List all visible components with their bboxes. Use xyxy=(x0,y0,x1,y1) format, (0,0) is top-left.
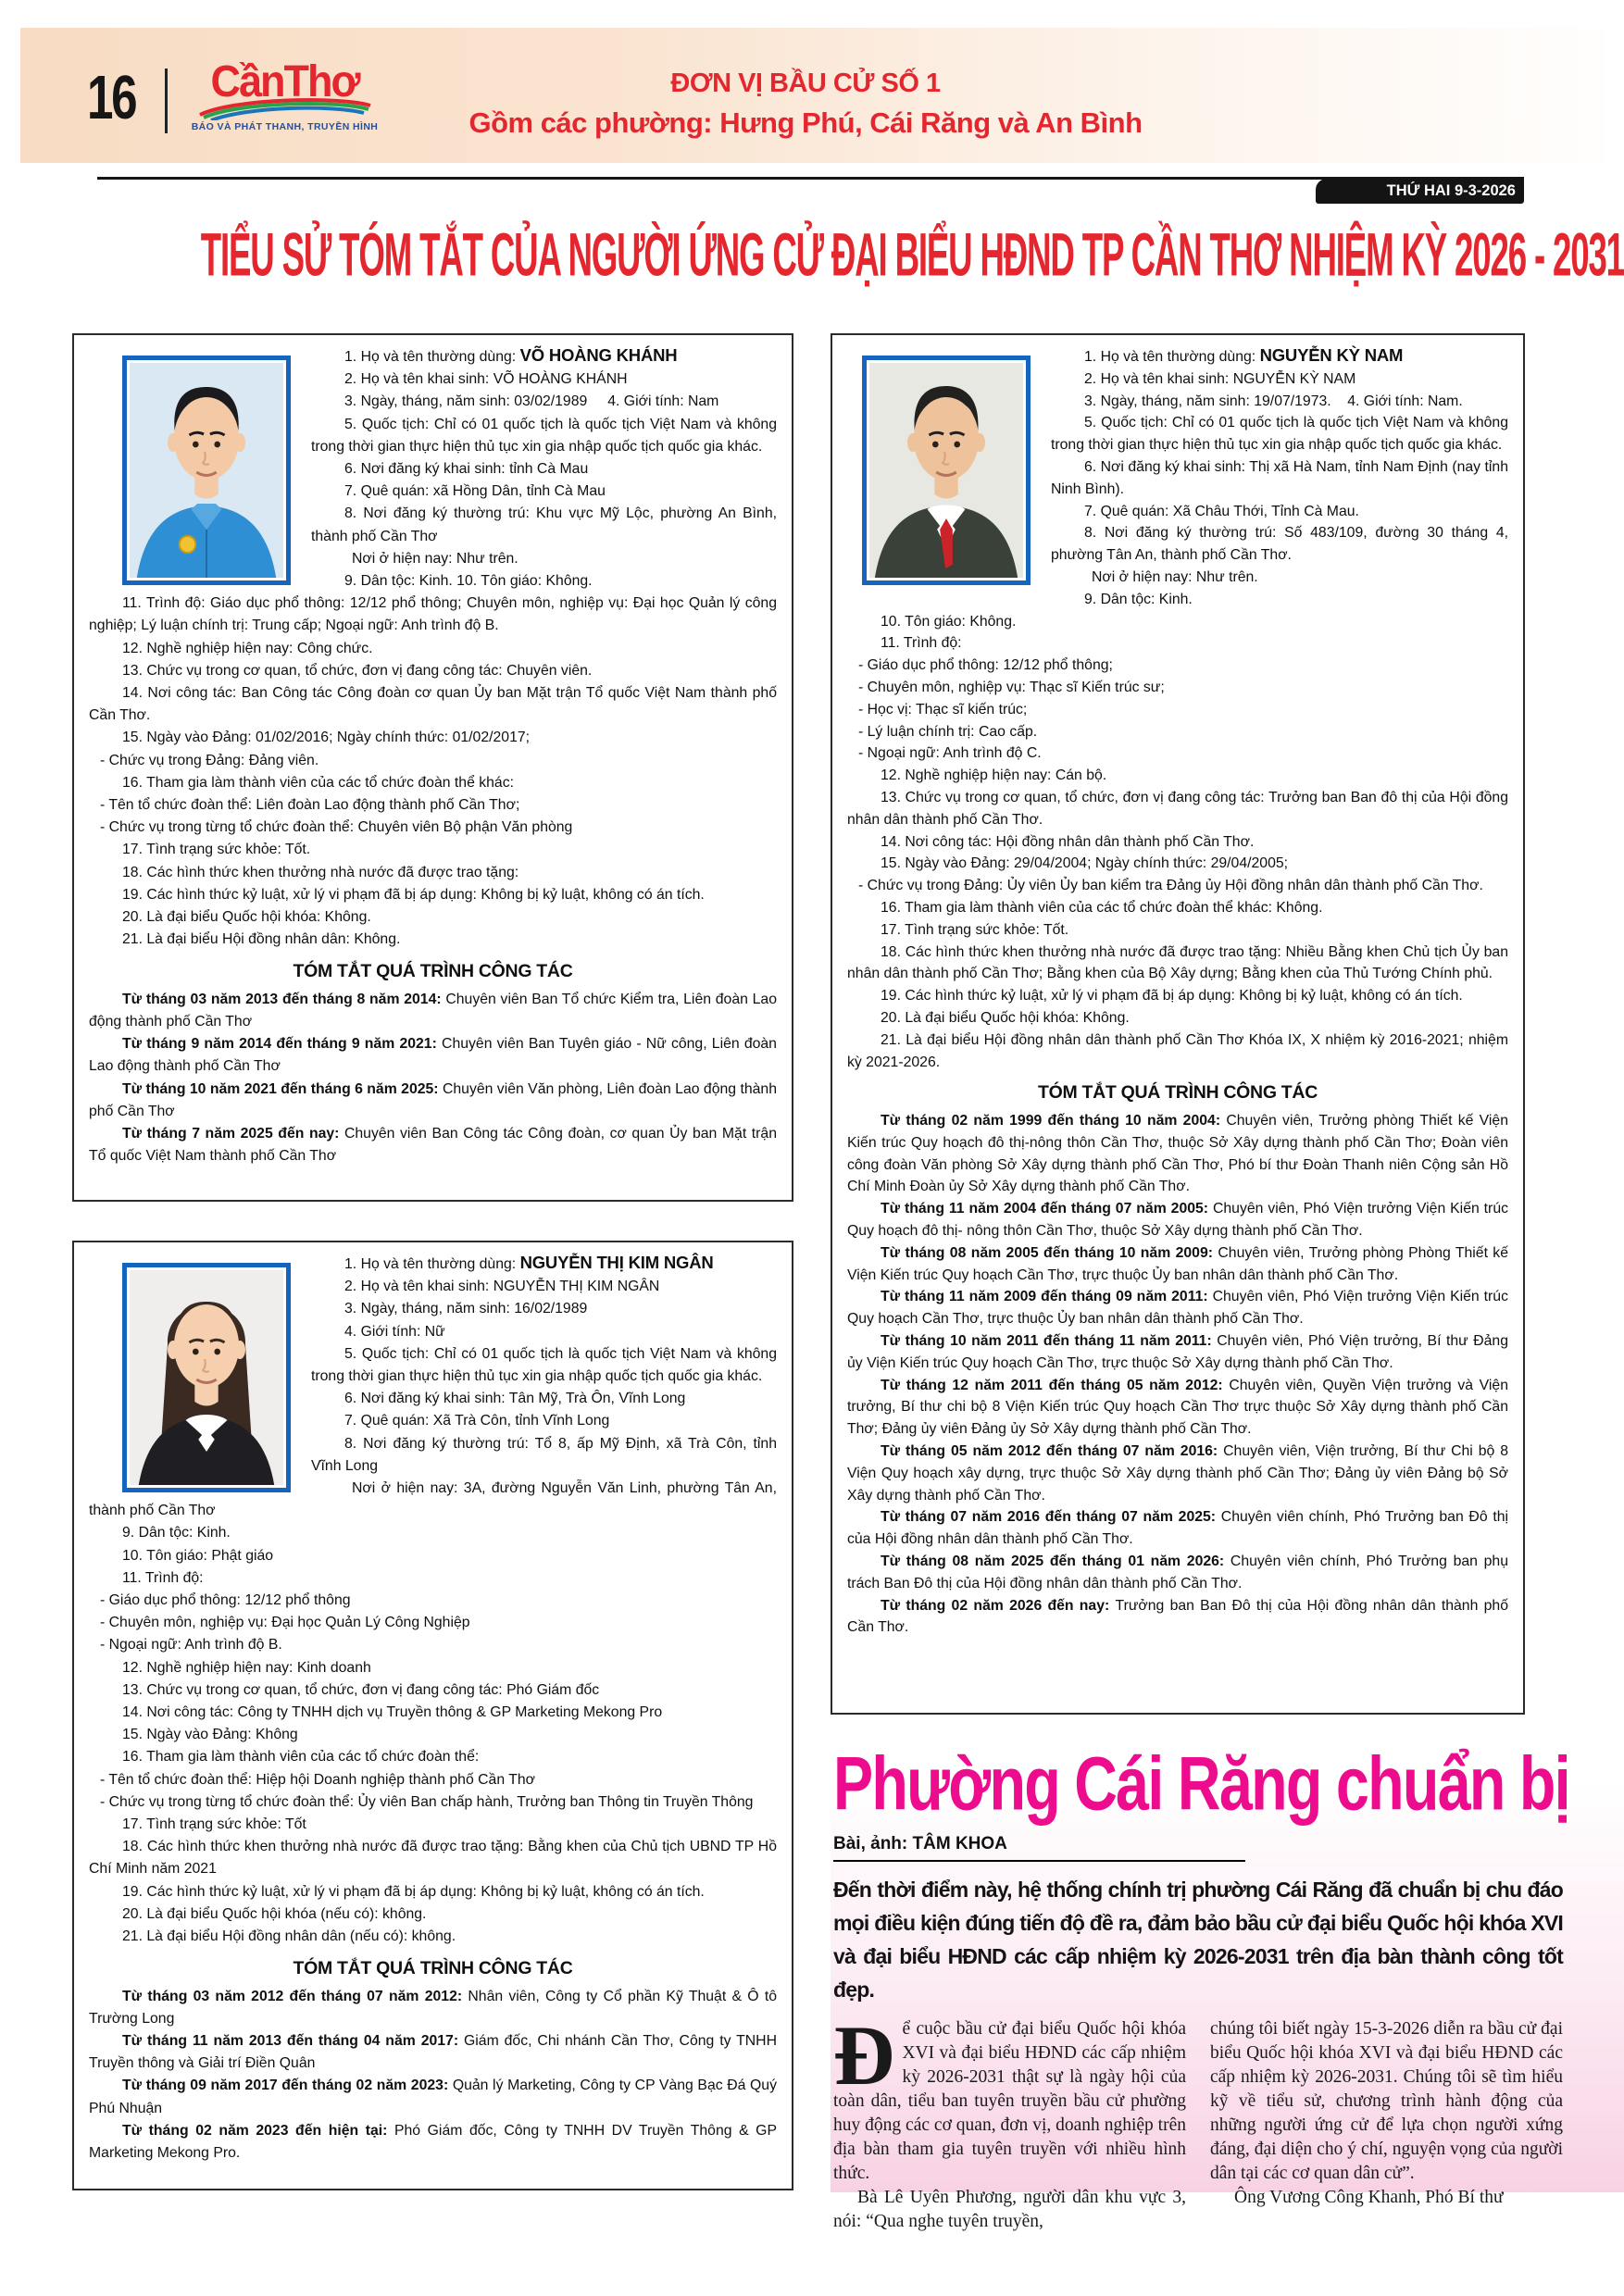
bio-line: 6. Nơi đăng ký khai sinh: tỉnh Cà Mau xyxy=(344,461,589,478)
candidate-photo xyxy=(862,356,1031,585)
career-entry: Từ tháng 11 năm 2013 đến tháng 04 năm 2017: Giám đốc, Chi nhánh Cần Thơ, Công ty TNHH Truyền thông và Giải trí Điền Quân xyxy=(89,2032,777,2072)
article-paragraph: Để cuộc bầu cử đại biểu Quốc hội khóa XVI và đại biểu HĐND các cấp nhiệm kỳ 2026-2031 thật sự là ngày hội của toàn dân, tiểu ban tuyên truyền bầu cử phường huy động các cơ quan, đơn vị, doanh nghiệp trên địa bàn tham gia tuyên truyền với nhiều hình thức. xyxy=(833,2008,1186,2183)
election-unit-header xyxy=(352,69,1259,140)
bio-line: - Giáo dục phổ thông: 12/12 phổ thông xyxy=(100,1592,351,1609)
bio-line: 7. Quê quán: xã Hồng Dân, tỉnh Cà Mau xyxy=(344,483,606,500)
career-entry: Từ tháng 02 năm 2023 đến hiện tại: Phó Giám đốc, Công ty TNHH DV Truyền Thông & GP Marketing Mekong Pro. xyxy=(89,2122,777,2161)
bio-line: 8. Nơi đăng ký thường trú: Tổ 8, ấp Mỹ Định, xã Trà Côn, tỉnh Vĩnh Long xyxy=(311,1435,777,1474)
election-unit-line1: ĐƠN VỊ BẦU CỬ SỐ 1 xyxy=(670,69,941,98)
bio-line: 16. Tham gia làm thành viên của các tổ chức đoàn thể: xyxy=(122,1749,480,1766)
bio-line: 17. Tình trạng sức khỏe: Tốt xyxy=(122,1816,306,1833)
bio-line: - Tên tổ chức đoàn thể: Liên đoàn Lao động thành phố Cần Thơ; xyxy=(100,797,520,814)
career-entry: Từ tháng 10 năm 2011 đến tháng 11 năm 2011: Chuyên viên, Phó Viện trưởng, Bí thư Đảng ủy Viện Kiến trúc Quy hoạch Cần Thơ, trực thuộc Sở Xây dựng thành phố Cần Thơ. xyxy=(847,1333,1508,1371)
bio-line: Nơi ở hiện nay: 3A, đường Nguyễn Văn Linh, phường Tân An, thành phố Cần Thơ xyxy=(89,1480,777,1519)
bio-line: 14. Nơi công tác: Hội đồng nhân dân thành phố Cần Thơ. xyxy=(881,833,1255,850)
career-summary-title: TÓM TẮT QUÁ TRÌNH CÔNG TÁC xyxy=(293,1958,573,1979)
candidate-bio xyxy=(89,344,777,1167)
bio-line: 7. Quê quán: Xã Châu Thới, Tỉnh Cà Mau. xyxy=(1084,503,1359,519)
bio-line: - Chuyên môn, nghiệp vụ: Thạc sĩ Kiến trúc sư; xyxy=(858,679,1165,695)
bio-line: 21. Là đại biểu Hội đồng nhân dân (nếu có): không. xyxy=(122,1928,456,1945)
article-paragraph: chúng tôi biết ngày 15-3-2026 diễn ra bầu cử đại biểu Quốc hội khóa XVI và đại biểu HĐND các cấp nhiệm kỳ 2026-2031. Chúng tôi sẽ tìm hiểu kỹ về tiểu sử, chương trình hành động của những người ứng cử để lựa chọn người xứng đáng, đại diện cho ý chí, nguyện vọng của người dân tại các cơ quan dân cử”. xyxy=(1210,2019,1563,2183)
bio-line: 11. Trình độ: Giáo dục phổ thông: 12/12 phổ thông; Chuyên môn, nghiệp vụ: Đại học Quản lý công nghiệp; Lý luận chính trị: Trung cấp; Ngoại ngữ: Anh trình độ B. xyxy=(89,595,777,634)
bio-line: 11. Trình độ: xyxy=(881,635,962,652)
header-separator xyxy=(165,69,168,133)
bio-line: 15. Ngày vào Đảng: 29/04/2004; Ngày chính thức: 29/04/2005; xyxy=(881,855,1289,872)
bio-line: 14. Nơi công tác: Ban Công tác Công đoàn cơ quan Ủy ban Mặt trận Tổ quốc Việt Nam thành phố Cần Thơ. xyxy=(89,685,777,724)
bio-line: 18. Các hình thức khen thưởng nhà nước đã được trao tặng: xyxy=(122,864,519,880)
bio-line: 12. Nghề nghiệp hiện nay: Kinh doanh xyxy=(122,1659,371,1676)
bio-line: 3. Ngày, tháng, năm sinh: 19/07/1973. 4. Giới tính: Nam. xyxy=(1084,393,1463,409)
bio-line: 20. Là đại biểu Quốc hội khóa: Không. xyxy=(122,909,371,926)
candidate-name-line: 1. Họ và tên thường dùng: VÕ HOÀNG KHÁNH xyxy=(344,345,678,365)
bio-line: - Chức vụ trong Đảng: Đảng viên. xyxy=(100,752,319,768)
article-lede: Đến thời điểm này, hệ thống chính trị phường Cái Răng đã chuẩn bị chu đáo mọi điều kiện đúng tiến độ đề ra, đảm bảo bầu cử đại biểu Quốc hội khóa XVI và đại biểu HĐND các cấp nhiệm kỳ 2026-2031 trên địa bàn thành công tốt đẹp. xyxy=(833,1878,1563,2002)
candidate-name: NGUYỄN THỊ KIM NGÂN xyxy=(519,1253,714,1272)
article-column xyxy=(833,2008,1186,2234)
bio-line: Nơi ở hiện nay: Như trên. xyxy=(352,550,518,567)
bio-line: 2. Họ và tên khai sinh: NGUYỄN KỲ NAM xyxy=(1084,370,1356,387)
candidate-box-vo-hoang-khanh xyxy=(72,333,793,1202)
bio-line: 21. Là đại biểu Hội đồng nhân dân: Không. xyxy=(122,931,401,948)
bio-line: - Chức vụ trong từng tổ chức đoàn thể: Ủy viên Ban chấp hành, Trưởng ban Thông tin Truyền Thông xyxy=(100,1793,754,1810)
bio-line: 17. Tình trạng sức khỏe: Tốt. xyxy=(122,842,311,858)
main-title-text: TIỂU SỬ TÓM TẮT CỦA NGƯỜI ỨNG CỬ ĐẠI BIỂU HĐND TP CẦN THƠ NHIỆM KỲ 2026 - 2031 xyxy=(200,219,1624,289)
logo-tagline: BÁO VÀ PHÁT THANH, TRUYỀN HÌNH xyxy=(191,121,379,132)
article-paragraph: Bà Lê Uyên Phương, người dân khu vực 3, nói: “Qua nghe tuyên truyền, xyxy=(833,2188,1186,2231)
candidate-name-line: 1. Họ và tên thường dùng: NGUYỄN THỊ KIM NGÂN xyxy=(344,1253,714,1272)
bio-line: 18. Các hình thức khen thưởng nhà nước đã được trao tặng: Bằng khen của Chủ tịch UBND TP Hồ Chí Minh năm 2021 xyxy=(89,1839,777,1878)
career-entry: Từ tháng 03 năm 2013 đến tháng 8 năm 2014: Chuyên viên Ban Tổ chức Kiểm tra, Liên đoàn Lao động thành phố Cần Thơ xyxy=(89,991,777,1029)
bio-line: 13. Chức vụ trong cơ quan, tổ chức, đơn vị đang công tác: Trưởng ban Ban đô thị của Hội đồng nhân dân thành phố Cần Thơ. xyxy=(847,789,1508,828)
bio-line: 3. Ngày, tháng, năm sinh: 16/02/1989 xyxy=(344,1301,588,1317)
bio-line: 4. Giới tính: Nữ xyxy=(344,1323,445,1340)
bio-line: 17. Tình trạng sức khỏe: Tốt. xyxy=(881,921,1069,938)
bio-line: 8. Nơi đăng ký thường trú: Số 483/109, đường 30 tháng 4, phường Tân An, thành phố Cần Thơ. xyxy=(1051,525,1508,564)
candidate-photo xyxy=(122,356,291,585)
candidate-photo xyxy=(122,1263,291,1492)
bio-line: 6. Nơi đăng ký khai sinh: Thị xã Hà Nam, tỉnh Nam Định (nay tỉnh Ninh Bình). xyxy=(1051,458,1508,497)
bio-line: 14. Nơi công tác: Công ty TNHH dịch vụ Truyền thông & GP Marketing Mekong Pro xyxy=(122,1704,663,1721)
header-rule xyxy=(97,177,1524,180)
article-headline xyxy=(833,1741,1569,1828)
bio-line: 12. Nghề nghiệp hiện nay: Công chức. xyxy=(122,640,373,656)
bio-line: - Tên tổ chức đoàn thể: Hiệp hội Doanh nghiệp thành phố Cần Thơ xyxy=(100,1771,536,1788)
bio-line: 6. Nơi đăng ký khai sinh: Tân Mỹ, Trà Ôn, Vĩnh Long xyxy=(344,1391,686,1407)
career-entry: Từ tháng 7 năm 2025 đến nay: Chuyên viên Ban Công tác Công đoàn, cơ quan Ủy ban Mặt trận Tổ quốc Việt Nam thành phố Cần Thơ xyxy=(89,1125,777,1165)
bio-line: - Học vị: Thạc sĩ kiến trúc; xyxy=(858,701,1028,718)
bio-line: 5. Quốc tịch: Chỉ có 01 quốc tịch là quốc tịch Việt Nam và không trong thời gian thực hiện thủ tục xin gia nhập quốc tịch quốc gia khác. xyxy=(311,416,777,455)
bio-line: 9. Dân tộc: Kinh. xyxy=(1084,591,1193,607)
election-unit-line2: Gồm các phường: Hưng Phú, Cái Răng và An Bình xyxy=(468,106,1143,139)
career-entry: Từ tháng 05 năm 2012 đến tháng 07 năm 2016: Chuyên viên, Viện trưởng, Bí thư Chi bộ 8 Viện Quy hoạch xây dựng, trực thuộc Sở Xây dựng thành phố Cần Thơ; Đảng ủy viên Đảng bộ Sở Xây dựng thành phố Cần Thơ. xyxy=(847,1443,1508,1504)
career-entry: Từ tháng 12 năm 2011 đến tháng 05 năm 2012: Chuyên viên, Quyền Viện trưởng và Viện trưởng, Bí thư chi bộ 8 Viện Kiến trúc Quy hoạch Cần Thơ trực thuộc Sở Xây dựng thành phố Cần Thơ; Đảng ủy viên Đảng ủy Sở Xây dựng thành phố Cần Thơ. xyxy=(847,1377,1508,1438)
bio-line: 18. Các hình thức khen thưởng nhà nước đã được trao tặng: Nhiều Bằng khen Chủ tịch Ủy ban nhân dân thành phố Cần Thơ; Bằng khen của Bộ Xây dựng; Bằng khen của Thủ Tướng Chính phủ. xyxy=(847,943,1508,982)
bio-line: 5. Quốc tịch: Chỉ có 01 quốc tịch là quốc tịch Việt Nam và không trong thời gian thực hiện thủ tục xin gia nhập quốc tịch quốc gia khác. xyxy=(311,1345,777,1385)
bio-line: 19. Các hình thức kỷ luật, xử lý vi phạm đã bị áp dụng: Không bị kỷ luật, không có án tích. xyxy=(122,1883,705,1900)
bio-line: - Lý luận chính trị: Cao cấp. xyxy=(858,723,1038,740)
bio-line: 15. Ngày vào Đảng: Không xyxy=(122,1727,298,1743)
bio-line: - Ngoại ngữ: Anh trình độ C. xyxy=(858,745,1042,762)
article-byline: Bài, ảnh: TÂM KHOA xyxy=(833,1834,1245,1862)
candidate-name: VÕ HOÀNG KHÁNH xyxy=(519,345,678,365)
bio-line: 20. Là đại biểu Quốc hội khóa: Không. xyxy=(881,1009,1130,1026)
page-number: 16 xyxy=(87,62,136,132)
bio-line: 5. Quốc tịch: Chỉ có 01 quốc tịch là quốc tịch Việt Nam và không trong thời gian thực hiện thủ tục xin gia nhập quốc tịch quốc gia khác. xyxy=(1051,415,1508,454)
bio-line: 19. Các hình thức kỷ luật, xử lý vi phạm đã bị áp dụng: Không bị kỷ luật, không có án tích. xyxy=(122,886,705,903)
bio-line: 2. Họ và tên khai sinh: VÕ HOÀNG KHÁNH xyxy=(344,371,628,388)
bio-line: 16. Tham gia làm thành viên của các tổ chức đoàn thể khác: xyxy=(122,774,515,791)
dropcap: Đ xyxy=(833,2008,895,2103)
bio-line: 13. Chức vụ trong cơ quan, tổ chức, đơn vị đang công tác: Chuyên viên. xyxy=(122,662,593,679)
article-column xyxy=(1210,2017,1563,2234)
career-entry: Từ tháng 02 năm 1999 đến tháng 10 năm 2004: Chuyên viên, Trưởng phòng Thiết kế Viện Kiến trúc Quy hoạch đô thị-nông thôn Cần Thơ, thuộc Sở Xây dựng thành phố Cần Thơ; Đoàn viên công đoàn Văn phòng Sở Xây dựng thành phố Cần Thơ, Phó bí thư Đoàn Thanh niên Cộng sản Hồ Chí Minh Đoàn ủy Sở Xây dựng thành phố Cần Thơ. xyxy=(847,1113,1508,1195)
candidate-box-nguyen-ky-nam xyxy=(831,333,1525,1715)
bio-line: 8. Nơi đăng ký thường trú: Khu vực Mỹ Lộc, phường An Bình, thành phố Cần Thơ xyxy=(311,505,777,544)
bio-line: 11. Trình độ: xyxy=(122,1569,204,1586)
career-summary-title: TÓM TẮT QUÁ TRÌNH CÔNG TÁC xyxy=(1037,1082,1318,1104)
bio-line: - Ngoại ngữ: Anh trình độ B. xyxy=(100,1637,282,1653)
date-bar: THỨ HAI 9-3-2026 xyxy=(1316,179,1524,204)
career-entry: Từ tháng 08 năm 2005 đến tháng 10 năm 2009: Chuyên viên, Trưởng phòng Phòng Thiết kế Viện Kiến trúc Quy hoạch Cần Thơ, trực thuộc Ủy ban nhân dân thành phố Cần Thơ. xyxy=(847,1244,1508,1283)
bio-line: 15. Ngày vào Đảng: 01/02/2016; Ngày chính thức: 01/02/2017; xyxy=(122,730,531,746)
bio-line: 10. Tôn giáo: Không. xyxy=(881,613,1017,630)
article-columns xyxy=(833,2008,1563,2234)
bio-line: 13. Chức vụ trong cơ quan, tổ chức, đơn vị đang công tác: Phó Giám đốc xyxy=(122,1681,600,1698)
bio-line: 19. Các hình thức kỷ luật, xử lý vi phạm đã bị áp dụng: Không bị kỷ luật, không có án tích. xyxy=(881,988,1463,1004)
main-title xyxy=(0,218,1624,311)
candidate-box-nguyen-thi-kim-ngan xyxy=(72,1241,793,2190)
career-entry: Từ tháng 02 năm 2026 đến nay: Trưởng ban Ban Đô thị của Hội đồng nhân dân thành phố Cần Thơ. xyxy=(847,1597,1508,1636)
bio-line: 2. Họ và tên khai sinh: NGUYỄN THỊ KIM NGÂN xyxy=(344,1279,660,1295)
career-entry: Từ tháng 03 năm 2012 đến tháng 07 năm 2012: Nhân viên, Công ty Cổ phần Kỹ Thuật & Ô tô Trường Long xyxy=(89,1988,777,2027)
career-entry: Từ tháng 11 năm 2009 đến tháng 09 năm 2011: Chuyên viên, Phó Viện trưởng Viện Kiến trúc Quy hoạch Cần Thơ, trực thuộc Ủy ban nhân dân thành phố Cần Thơ. xyxy=(847,1289,1508,1328)
article-paragraph: Ông Vương Công Khanh, Phó Bí thư xyxy=(1234,2188,1504,2207)
career-entry: Từ tháng 09 năm 2017 đến tháng 02 năm 2023: Quản lý Marketing, Công ty CP Vàng Bạc Đá Quý Phú Nhuận xyxy=(89,2078,777,2116)
article-headline-text: Phường Cái Răng chuẩn bị xyxy=(833,1741,1569,1827)
career-entry: Từ tháng 07 năm 2016 đến tháng 07 năm 2025: Chuyên viên chính, Phó Trưởng ban Đô thị của Hội đồng nhân dân thành phố Cần Thơ. xyxy=(847,1509,1508,1548)
career-entry: Từ tháng 08 năm 2025 đến tháng 01 năm 2026: Chuyên viên chính, Phó Trưởng ban phụ trách Ban Đô thị của Hội đồng nhân dân thành phố Cần Thơ. xyxy=(847,1554,1508,1591)
bio-line: - Chức vụ trong từng tổ chức đoàn thể: Chuyên viên Bộ phận Văn phòng xyxy=(100,819,573,836)
bio-line: 20. Là đại biểu Quốc hội khóa (nếu có): không. xyxy=(122,1905,427,1922)
career-entry: Từ tháng 9 năm 2014 đến tháng 9 năm 2021: Chuyên viên Ban Tuyên giáo - Nữ công, Liên đoàn Lao động thành phố Cần Thơ xyxy=(89,1036,777,1075)
bio-line: 9. Dân tộc: Kinh. 10. Tôn giáo: Không. xyxy=(344,573,593,590)
bio-line: 7. Quê quán: Xã Trà Côn, tỉnh Vĩnh Long xyxy=(344,1413,610,1429)
career-entry: Từ tháng 11 năm 2004 đến tháng 07 năm 2005: Chuyên viên, Phó Viện trưởng Viện Kiến trúc Quy hoạch đô thị- nông thôn Cần Thơ, thuộc Sở Xây dựng thành phố Cần Thơ. xyxy=(847,1201,1509,1240)
logo-title: CầnThơ xyxy=(210,55,359,106)
candidate-name: NGUYỄN KỲ NAM xyxy=(1259,345,1404,365)
bio-line: 21. Là đại biểu Hội đồng nhân dân thành phố Cần Thơ Khóa IX, X nhiệm kỳ 2016-2021; nhiệm kỳ 2021-2026. xyxy=(847,1031,1508,1070)
bio-line: - Chuyên môn, nghiệp vụ: Đại học Quản Lý Công Nghiệp xyxy=(100,1615,470,1631)
bio-line: 3. Ngày, tháng, năm sinh: 03/02/1989 4. Giới tính: Nam xyxy=(344,393,719,410)
candidate-name-line: 1. Họ và tên thường dùng: NGUYỄN KỲ NAM xyxy=(1084,345,1404,365)
bio-line: - Chức vụ trong Đảng: Ủy viên Ủy ban kiểm tra Đảng ủy Hội đồng nhân dân thành phố Cần Thơ. xyxy=(858,878,1483,894)
bio-line: - Giáo dục phổ thông: 12/12 phổ thông; xyxy=(858,657,1113,674)
bio-line: 12. Nghề nghiệp hiện nay: Cán bộ. xyxy=(881,767,1107,784)
bio-line: Nơi ở hiện nay: Như trên. xyxy=(1092,568,1258,585)
career-entry: Từ tháng 10 năm 2021 đến tháng 6 năm 2025: Chuyên viên Văn phòng, Liên đoàn Lao động thành phố Cần Thơ xyxy=(89,1080,778,1119)
bio-line: 9. Dân tộc: Kinh. xyxy=(122,1525,231,1541)
bio-line: 10. Tôn giáo: Phật giáo xyxy=(122,1547,274,1564)
article xyxy=(833,1741,1569,2234)
career-summary-title: TÓM TẮT QUÁ TRÌNH CÔNG TÁC xyxy=(293,961,573,982)
bio-line: 16. Tham gia làm thành viên của các tổ chức đoàn thể khác: Không. xyxy=(881,899,1323,916)
candidate-bio xyxy=(89,1252,777,2165)
candidate-bio xyxy=(847,344,1508,1639)
